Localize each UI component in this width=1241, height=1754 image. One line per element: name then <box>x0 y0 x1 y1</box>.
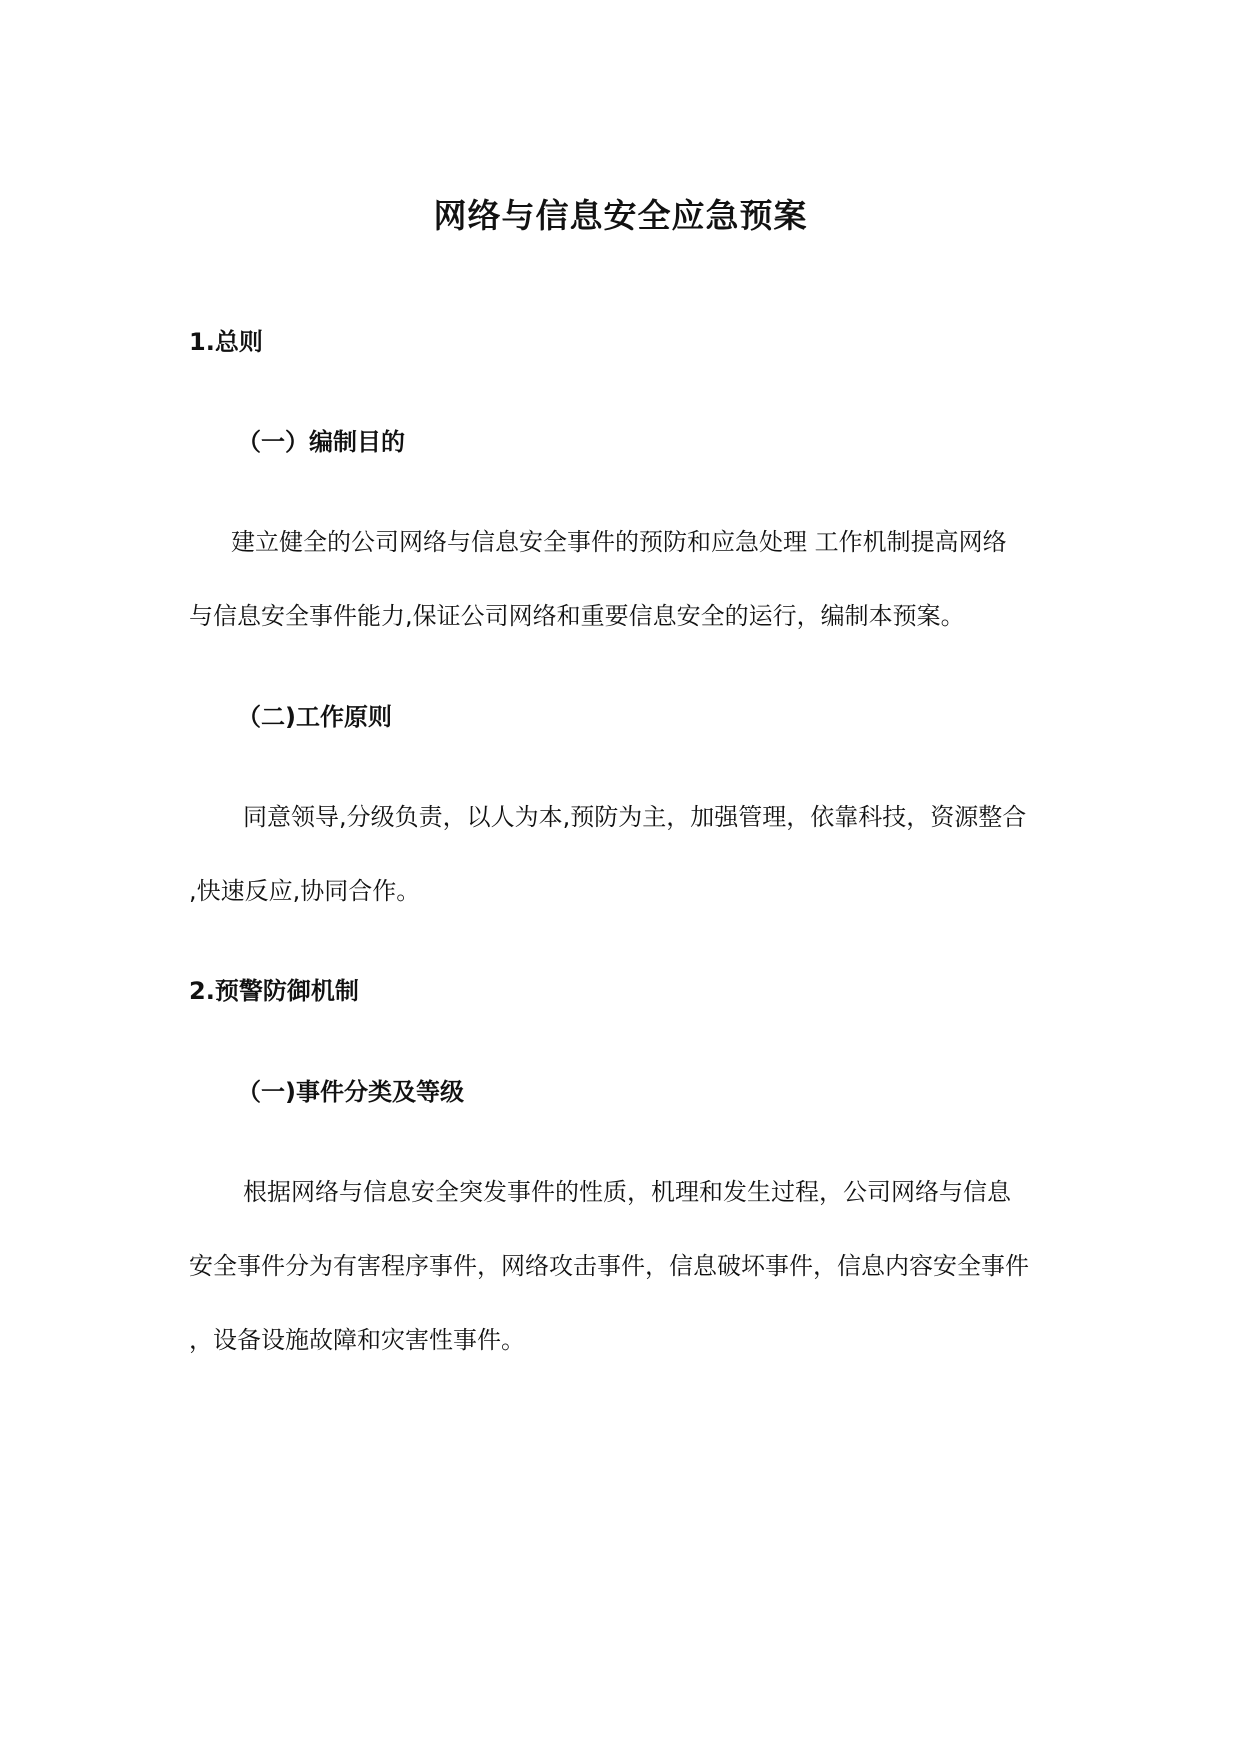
paragraph-line: 根据网络与信息安全突发事件的性质，机理和发生过程，公司网络与信息 <box>243 1178 1011 1206</box>
paragraph-line: 安全事件分为有害程序事件，网络攻击事件，信息破坏事件，信息内容安全事件 <box>189 1252 1029 1280</box>
paragraph-line: 同意领导,分级负责，以人为本,预防为主，加强管理，依靠科技，资源整合 <box>243 803 1027 831</box>
section-2-1-heading: （一)事件分类及等级 <box>237 1078 464 1106</box>
paragraph-line: 建立健全的公司网络与信息安全事件的预防和应急处理 工作机制提高网络 <box>231 528 1007 556</box>
paragraph-line: ，设备设施故障和灾害性事件。 <box>189 1326 525 1354</box>
section-2-heading: 2.预警防御机制 <box>189 977 359 1005</box>
section-1-1-heading: （一）编制目的 <box>237 428 405 456</box>
paragraph-line: 与信息安全事件能力,保证公司网络和重要信息安全的运行，编制本预案。 <box>189 602 965 630</box>
section-1-heading: 1.总则 <box>189 328 263 356</box>
section-1-2-heading: （二)工作原则 <box>237 703 392 731</box>
document-title: 网络与信息安全应急预案 <box>433 196 808 235</box>
paragraph-line: ,快速反应,协同合作。 <box>189 877 421 905</box>
